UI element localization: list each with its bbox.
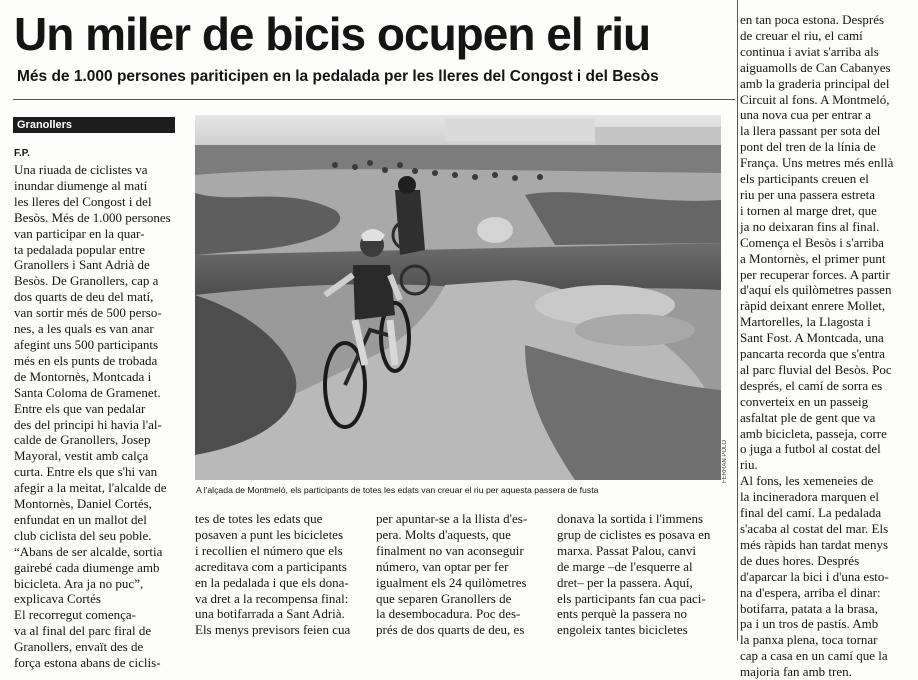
article-line: na d'espera, arriba el dinar: xyxy=(740,584,881,600)
article-line: Entre els que van pedalar xyxy=(14,400,146,416)
article-line: i tornen al marge dret, que xyxy=(740,202,877,218)
article-line: tes de totes les edats que xyxy=(195,511,323,526)
article-line: que separen Granollers de xyxy=(376,590,512,606)
article-line: després, el camí de sorra es xyxy=(740,377,883,393)
article-line: en tan poca estona. Després xyxy=(740,12,885,27)
article-line: d'aquí els quilòmetres passen xyxy=(740,282,892,298)
article-line: Besòs. Més de 1.000 persones xyxy=(14,209,171,225)
article-line: converteix en un passeig xyxy=(740,393,869,409)
article-line: dret– per la passera. Aquí, xyxy=(557,574,693,590)
article-line: pa i un tros de pastís. Amb xyxy=(740,616,879,632)
article-line: número, van optar per fer xyxy=(376,558,509,574)
article-line: continua i aviat s'arriba als xyxy=(740,43,879,59)
article-line: més en els punts de trobada xyxy=(14,352,158,368)
article-line: Santa Coloma de Gramenet. xyxy=(14,384,161,400)
article-line: més ràpids han tardat menys xyxy=(740,536,889,552)
article-column-1 xyxy=(14,162,192,671)
article-line: Mayoral, vestit amb calça xyxy=(14,448,149,464)
article-line: riu per una passera estreta xyxy=(740,186,875,202)
article-line: des del principi hi havia l'al- xyxy=(14,416,162,432)
article-line: de Montornès, Montcada i xyxy=(14,368,152,384)
article-line: afegint uns 500 participants xyxy=(14,336,159,352)
article-line: ta pedalada popular entre xyxy=(14,241,146,257)
article-line: Al fons, les xemeneies de xyxy=(740,473,874,489)
article-line: Montornès, Daniel Cortés, xyxy=(14,496,152,512)
photo-credit: FERRAN POLO xyxy=(722,440,728,484)
article-line: Una riuada de ciclistes va xyxy=(14,162,148,177)
article-line: els participants creuen el xyxy=(740,171,869,187)
article-line: per recuperar forces. A partir xyxy=(740,266,890,282)
article-line: finalment no van aconseguir xyxy=(376,542,524,558)
article-line: inundar diumenge al matí xyxy=(14,177,148,193)
article-line: donava la sortida i l'immens xyxy=(557,511,704,526)
article-line: amb bicicleta, passeja, corre xyxy=(740,425,887,441)
article-line: Granollers i Sant Adrià de xyxy=(14,257,150,273)
article-line: Circuit al fons. A Montmeló, xyxy=(740,91,890,107)
article-line: ràpid deixant enrere Mollet, xyxy=(740,298,886,314)
subheadline: Més de 1.000 persones pariticipen en la pedalada per les lleres del Congost i del Besòs xyxy=(17,68,659,85)
article-line: van participar en la quar- xyxy=(14,225,145,241)
article-line: la desembocadura. Poc des- xyxy=(376,606,521,622)
article-line: majoria fan amb tren. xyxy=(740,664,852,680)
article-line: Sant Fost. A Montcada, una xyxy=(740,330,884,346)
article-line: en la pedalada i que els dona- xyxy=(195,574,349,590)
article-line: club ciclista del seu poble. xyxy=(14,527,152,543)
article-line: les lleres del Congost i del xyxy=(14,193,152,209)
article-line: pancarta recorda que s'entra xyxy=(740,346,885,362)
article-line: la panxa plena, toca tornar xyxy=(740,632,878,648)
article-line: els participants fan cua paci- xyxy=(557,590,706,606)
article-line: i recollien el número que els xyxy=(195,542,343,558)
article-line: la llera passant per sota del xyxy=(740,123,881,139)
article-line: final del camí. La pedalada xyxy=(740,505,882,521)
article-column-2 xyxy=(195,511,367,638)
article-line: asfaltat ple de gent que va xyxy=(740,409,876,425)
article-line: engoleix tantes bicicletes xyxy=(557,622,688,638)
article-line: nes, a les quals es van anar xyxy=(14,321,154,337)
article-line: gairebé cada diumenge amb xyxy=(14,559,160,575)
article-line: “Abans de ser alcalde, sortia xyxy=(14,543,163,559)
article-line: d'aparcar la bici i d'una esto- xyxy=(740,568,889,584)
headline: Un miler de bicis ocupen el riu xyxy=(14,8,651,60)
article-line: Els menys previsors feien cua xyxy=(195,622,351,638)
article-line: curta. Entre els que s'hi van xyxy=(14,464,158,480)
article-line: van sortir més de 500 perso- xyxy=(14,305,162,321)
article-line: una nova cua per entrar a xyxy=(740,107,872,123)
article-line: França. Uns metres més enllà xyxy=(740,155,894,171)
section-tag: Granollers xyxy=(13,117,175,133)
article-line: grup de ciclistes es posava en xyxy=(557,526,711,542)
article-line: va al final del parc firal de xyxy=(14,623,152,639)
article-line: explicava Cortés xyxy=(14,591,101,607)
byline: F.P. xyxy=(14,148,30,159)
article-line: de dues hores. Després xyxy=(740,552,860,568)
column-divider xyxy=(737,0,738,641)
article-line: marxa. Passat Palou, canvi xyxy=(557,542,696,558)
article-line: amb la graderia principal del xyxy=(740,75,890,91)
article-line: prés de dos quarts de deu, es xyxy=(376,622,525,638)
article-line: força estona abans de ciclis- xyxy=(14,655,161,671)
article-line: afegir a la meitat, l'alcalde de xyxy=(14,480,167,496)
article-line: pera. Molts d'aquests, que xyxy=(376,526,511,542)
article-line: de marge –de l'esquerre al xyxy=(557,558,693,574)
article-line: Granollers, envaït des de xyxy=(14,639,144,655)
article-line: la incineradora marquen el xyxy=(740,489,879,505)
article-line: de creuar el riu, el camí xyxy=(740,27,863,43)
photo-cyclists-crossing-river xyxy=(195,115,721,480)
article-line: acreditava com a participants xyxy=(195,558,347,574)
top-rule xyxy=(13,99,735,100)
article-line: posaven a punt les bicicletes xyxy=(195,526,344,542)
article-line: s'acaba al costat del mar. Els xyxy=(740,521,889,536)
article-line: El recorregut comença- xyxy=(14,607,136,623)
article-line: aiguamolls de Can Cabanyes xyxy=(740,59,891,75)
article-line: Comença el Besòs i s'arriba xyxy=(740,234,884,250)
article-line: Besòs. De Granollers, cap a xyxy=(14,273,159,289)
article-line: botifarra, patata a la brasa, xyxy=(740,600,878,616)
article-column-3 xyxy=(376,511,548,638)
article-line: Martorelles, la Llagosta i xyxy=(740,314,871,330)
photo-caption: A l'alçada de Montmeló, els participants de totes les edats van creuar el riu per aquesta passera de fusta xyxy=(196,485,599,495)
article-line: o juga a futbol al costat del xyxy=(740,441,881,457)
article-line: cap a casa en un camí que la xyxy=(740,648,888,664)
article-line: per apuntar-se a la llista d'es- xyxy=(376,511,528,526)
article-line: a Montornès, el primer punt xyxy=(740,250,886,266)
article-line: pont del tren de la línia de xyxy=(740,139,876,155)
article-line: calde de Granollers, Josep xyxy=(14,432,151,448)
article-line: ja no deixaran fins al final. xyxy=(740,218,880,234)
article-line: bicicleta. Ara ja no puc”, xyxy=(14,575,144,591)
article-line: dos quarts de deu del matí, xyxy=(14,289,154,305)
article-line: va dret a la recompensa final: xyxy=(195,590,349,606)
article-line: ents perquè la passera no xyxy=(557,606,687,622)
article-column-4 xyxy=(557,511,729,638)
article-line: al parc fluvial del Besòs. Poc xyxy=(740,361,892,377)
article-line: igualment els 24 quilòmetres xyxy=(376,574,527,590)
article-line: una botifarrada a Sant Adrià. xyxy=(195,606,345,622)
article-line: enfundat en un mallot del xyxy=(14,511,147,527)
article-line: riu. xyxy=(740,457,758,473)
article-column-5 xyxy=(740,12,916,680)
